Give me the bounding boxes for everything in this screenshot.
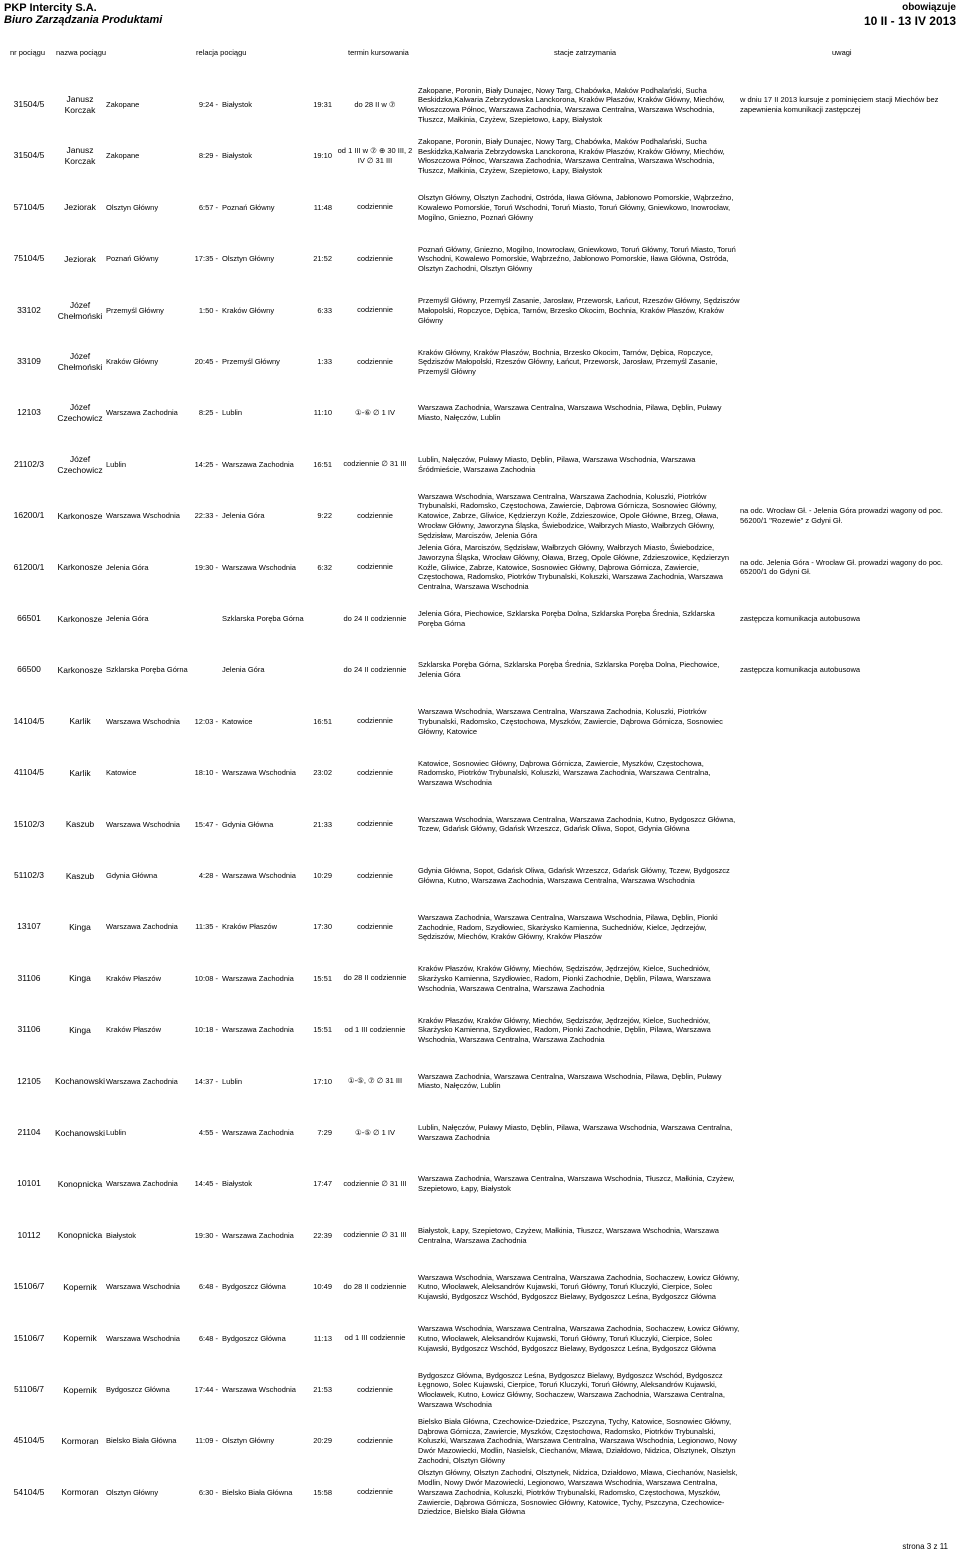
arrival-station: Warszawa Zachodnia [222, 1025, 294, 1035]
stop-list: Zakopane, Poronin, Biały Dunajec, Nowy Targ, Chabówka, Maków Podhalański, Sucha Beskidzka,Kalwaria Zebrzydowska Lanckorona, Kraków Płaszów, Kraków Główny, Miechów, Włoszczowa Północ, Warszawa Zachodnia, Warszawa Centralna, Warszawa Wschodnia, Tłuszcz, Małkinia, Czyżew, Szepietowo, Łapy, Białystok [418, 136, 725, 176]
train-number: 10101 [17, 1178, 41, 1189]
table-row [0, 337, 960, 387]
arrival-station: Jelenia Góra [222, 511, 265, 521]
arrival-station: Białystok [222, 151, 253, 161]
departure-station: Bielsko Biała Główna [106, 1436, 177, 1446]
departure-station: Warszawa Wschodnia [106, 1282, 180, 1292]
departure-time: 18:10 - [194, 768, 218, 778]
train-name: Karkonosze [57, 562, 103, 573]
valid-range: 10 II - 13 IV 2013 [863, 14, 956, 28]
departure-station: Warszawa Zachodnia [106, 1179, 178, 1189]
train-number: 13107 [17, 921, 41, 932]
train-name: Kaszub [65, 870, 95, 881]
table-row [0, 748, 960, 798]
train-number: 15102/3 [13, 818, 45, 829]
arrival-time: 11:48 [313, 202, 332, 212]
departure-time: 8:29 - [198, 151, 218, 161]
running-days: codziennie [357, 1384, 393, 1394]
departure-time: 1:50 - [198, 305, 218, 315]
column-header-name: nazwa pociągu [56, 48, 107, 57]
stop-list: Kraków Główny, Kraków Płaszów, Bochnia, Brzesko Okocim, Tarnów, Dębica, Ropczyce, Sędziszów Małopolski, Rzeszów Główny, Łańcut, Przeworsk, Jarosław, Przemyśl Zasanie, Przemyśl Główny [418, 347, 718, 377]
departure-station: Poznań Główny [106, 254, 159, 264]
table-row [0, 491, 960, 541]
train-number: 33102 [17, 304, 41, 315]
running-days: od 1 III codziennie [344, 1024, 406, 1034]
arrival-time: 21:52 [313, 254, 332, 264]
table-row [0, 851, 960, 901]
arrival-time: 19:10 [313, 151, 332, 161]
document-header-right [864, 2, 956, 28]
departure-time: 14:45 - [194, 1179, 218, 1189]
departure-station: Zakopane [106, 100, 140, 109]
train-number: 31504/5 [13, 150, 45, 161]
departure-station: Warszawa Zachodnia [106, 1076, 178, 1086]
train-name: Kormoran [61, 1487, 99, 1498]
arrival-time: 23:02 [313, 768, 332, 778]
departure-station: Kraków Płaszów [106, 973, 162, 983]
running-days: ①-⑤ ∅ 1 IV [355, 1127, 395, 1137]
departure-station: Przemyśl Główny [106, 305, 164, 315]
departure-station: Bydgoszcz Główna [106, 1385, 170, 1394]
stop-list: Warszawa Zachodnia, Warszawa Centralna, Warszawa Wschodnia, Pilawa, Dęblin, Puławy Miasto, Nałęczów, Lublin [418, 403, 722, 423]
departure-station: Kraków Płaszów [106, 1025, 162, 1035]
table-row [0, 1159, 960, 1209]
train-number: 75104/5 [13, 253, 45, 264]
stop-list: Warszawa Wschodnia, Warszawa Centralna, Warszawa Zachodnia, Kutno, Bydgoszcz Główna, Tczew, Gdańsk Główny, Gdańsk Wrzeszcz, Gdańsk Oliwa, Sopot, Gdynia Główna [418, 814, 736, 834]
train-name: Janusz Korczak [64, 94, 96, 115]
departure-time: 6:48 - [198, 1333, 218, 1343]
train-number: 66501 [17, 613, 41, 623]
train-number: 15106/7 [13, 1281, 45, 1292]
departure-time: 6:57 - [198, 202, 218, 212]
train-name: Kochanowski [54, 1127, 106, 1138]
departure-station: Warszawa Wschodnia [106, 1333, 180, 1343]
train-name: Konopnicka [57, 1230, 103, 1241]
stop-list: Katowice, Sosnowiec Główny, Dąbrowa Górnicza, Zawiercie, Myszków, Częstochowa, Radomsko, Piotrków Trybunalski, Koluszki, Warszawa Zachodnia, Warszawa Centralna, Warszawa Wschodnia [418, 758, 711, 788]
stop-list: Olsztyn Główny, Olsztyn Zachodni, Ostróda, Iława Główna, Jabłonowo Pomorskie, Wąbrzeźno, Kowalewo Pomorskie, Toruń Wschodni, Toruń Miasto, Toruń Główny, Gniewkowo, Inowrocław, Mogilno, Gniezno, Poznań Główny [418, 193, 734, 222]
row-notes: na odc. Jelenia Góra - Wrocław Gł. prowadzi wagony do poc. 65200/1 do Gdyni Gł. [740, 557, 943, 577]
table-row [0, 440, 960, 490]
train-name: Karkonosze [57, 664, 103, 675]
train-name: Kopernik [63, 1281, 97, 1292]
departure-time: 12:03 - [194, 716, 218, 726]
stop-list: Lublin, Nałęczów, Puławy Miasto, Dęblin, Pilawa, Warszawa Wschodnia, Warszawa Śródmieście, Warszawa Zachodnia [418, 454, 696, 474]
table-row [0, 697, 960, 747]
arrival-station: Kraków Płaszów [222, 922, 278, 932]
arrival-station: Warszawa Wschodnia [222, 768, 296, 778]
train-number: 31106 [17, 1024, 41, 1035]
running-days: do 24 II codziennie [343, 613, 407, 623]
departure-station: Gdynia Główna [106, 871, 158, 880]
running-days: codziennie [357, 562, 393, 572]
arrival-station: Bydgoszcz Główna [222, 1333, 286, 1343]
train-name: Karkonosze [57, 510, 103, 521]
stop-list: Kraków Płaszów, Kraków Główny, Miechów, Sędziszów, Jędrzejów, Kielce, Suchedniów, Skarżysko Kamienna, Szydłowiec, Radom, Pionki Zachodnie, Dęblin, Pilawa, Warszawa Wschodnia, Warszawa Centralna, Warszawa Zachodnia [418, 964, 711, 993]
running-days: codziennie [357, 716, 393, 726]
arrival-time: 16:51 [313, 459, 332, 469]
table-row [0, 1314, 960, 1364]
running-days: codziennie ∅ 31 III [343, 1230, 407, 1240]
running-days: codziennie [357, 870, 393, 880]
arrival-time: 17:30 [313, 922, 332, 932]
arrival-time: 19:31 [313, 100, 332, 109]
departure-time: 19:30 - [194, 562, 218, 572]
train-number: 15106/7 [13, 1332, 45, 1343]
arrival-station: Kraków Główny [222, 305, 275, 315]
train-number: 10112 [17, 1229, 41, 1240]
arrival-time: 6:32 [317, 562, 332, 572]
departure-station: Zakopane [106, 151, 140, 161]
departure-time: 10:18 - [194, 1025, 218, 1035]
running-days: codziennie [357, 819, 393, 829]
arrival-station: Warszawa Wschodnia [222, 1385, 296, 1394]
stop-list: Białystok, Łapy, Szepietowo, Czyżew, Małkinia, Tłuszcz, Warszawa Wschodnia, Warszawa Centralna, Warszawa Zachodnia [418, 1225, 719, 1245]
table-row [0, 1365, 960, 1415]
table-row [0, 1211, 960, 1261]
stop-list: Warszawa Zachodnia, Warszawa Centralna, Warszawa Wschodnia, Pilawa, Dęblin, Puławy Miasto, Nałęczów, Lublin [418, 1071, 722, 1091]
arrival-time: 7:29 [317, 1128, 332, 1137]
arrival-time: 9:22 [317, 511, 332, 521]
train-number: 33109 [17, 356, 41, 366]
train-number: 41104/5 [13, 767, 45, 778]
running-days: do 28 II codziennie [343, 973, 407, 983]
train-number: 51106/7 [13, 1384, 45, 1394]
arrival-station: Warszawa Wschodnia [222, 562, 296, 572]
arrival-time: 10:49 [313, 1282, 332, 1292]
train-number: 61200/1 [13, 561, 45, 572]
running-days: codziennie [357, 1435, 393, 1445]
running-days: codziennie [357, 510, 393, 520]
arrival-station: Gdynia Główna [222, 819, 274, 829]
arrival-time: 15:51 [313, 973, 332, 983]
row-notes: zastępcza komunikacja autobusowa [740, 665, 861, 675]
stop-list: Bielsko Biała Główna, Czechowice-Dziedzice, Pszczyna, Tychy, Katowice, Sosnowiec Główny, Dąbrowa Górnicza, Zawiercie, Myszków, Częstochowa, Radomsko, Piotrków Trybunalski, Koluszki, Warszawa Zachodnia, Warszawa Centralna, Warszawa Wschodnia, Legionowo, Nowy Dwór Mazowiecki, Modlin, Nasielsk, Ciechanów, Mława, Działdowo, Nidzica, Olsztynek, Olsztyn Zachodni, Olsztyn Główny [418, 1416, 737, 1466]
arrival-station: Jelenia Góra [222, 665, 265, 675]
train-name: Józef Chełmoński [57, 351, 103, 372]
train-name: Kinga [69, 1024, 91, 1035]
arrival-station: Lublin [222, 408, 243, 418]
table-row [0, 234, 960, 284]
arrival-time: 20:29 [313, 1436, 332, 1446]
train-name: Kormoran [61, 1435, 99, 1446]
stop-list: Poznań Główny, Gniezno, Mogilno, Inowrocław, Gniewkowo, Toruń Główny, Toruń Miasto, Toruń Wschodni, Kowalewo Pomorskie, Wąbrzeźno, Jabłonowo Pomorskie, Iława Główna, Ostróda, Olsztyn Zachodni, Olsztyn Główny [418, 244, 736, 274]
running-days: codziennie [357, 921, 393, 931]
arrival-station: Lublin [222, 1076, 243, 1086]
departure-station: Warszawa Zachodnia [106, 922, 178, 932]
arrival-station: Warszawa Wschodnia [222, 871, 296, 880]
company-name: PKP Intercity S.A. [4, 2, 97, 14]
table-row [0, 131, 960, 181]
arrival-station: Warszawa Zachodnia [222, 459, 294, 469]
running-days: codziennie [357, 767, 393, 777]
table-row [0, 902, 960, 952]
arrival-station: Bielsko Biała Główna [222, 1487, 293, 1497]
column-header-stops: stacje zatrzymania [554, 48, 617, 57]
train-name: Józef Czechowicz [57, 453, 103, 475]
departure-time: 11:35 - [195, 922, 218, 932]
stop-list: Kraków Płaszów, Kraków Główny, Miechów, Sędziszów, Jędrzejów, Kielce, Suchedniów, Skarżysko Kamienna, Szydłowiec, Radom, Pionki Zachodnie, Dęblin, Pilawa, Warszawa Wschodnia, Warszawa Centralna, Warszawa Zachodnia [418, 1015, 711, 1045]
table-row [0, 1262, 960, 1312]
arrival-station: Poznań Główny [222, 202, 275, 212]
departure-station: Jelenia Góra [106, 562, 149, 572]
table-row [0, 645, 960, 695]
departure-time: 17:35 - [194, 254, 218, 264]
row-notes: zastępcza komunikacja autobusowa [740, 614, 861, 623]
train-number: 54104/5 [13, 1486, 45, 1497]
arrival-time: 11:13 [313, 1333, 332, 1343]
table-row [0, 1005, 960, 1055]
arrival-time: 11:10 [313, 408, 332, 418]
stop-list: Warszawa Wschodnia, Warszawa Centralna, Warszawa Zachodnia, Koluszki, Piotrków Trybunalski, Radomsko, Częstochowa, Myszków, Zawiercie, Dąbrowa Górnicza, Sosnowiec Główny, Katowice [418, 707, 723, 736]
departure-station: Warszawa Wschodnia [106, 716, 180, 726]
departure-station: Olsztyn Główny [106, 1487, 159, 1497]
table-row [0, 1108, 960, 1158]
arrival-time: 15:58 [313, 1487, 332, 1497]
running-days: ①-⑤, ⑦ ∅ 31 III [347, 1076, 403, 1086]
column-header-notes: uwagi [832, 48, 852, 57]
departure-time: 4:28 - [198, 871, 218, 880]
train-name: Józef Chełmoński [57, 299, 103, 321]
departure-station: Warszawa Wschodnia [106, 819, 180, 829]
departure-time: 14:37 - [194, 1076, 218, 1086]
arrival-time: 16:51 [313, 716, 332, 726]
departure-time: 11:09 - [195, 1436, 218, 1446]
table-row [0, 80, 960, 130]
stop-list: Jelenia Góra, Piechowice, Szklarska Poręba Dolna, Szklarska Poręba Średnia, Szklarska Poręba Górna [418, 609, 715, 628]
departure-station: Lublin [106, 1128, 127, 1137]
table-row [0, 286, 960, 336]
departure-station: Szklarska Poręba Górna [106, 665, 188, 675]
stop-list: Warszawa Wschodnia, Warszawa Centralna, Warszawa Zachodnia, Sochaczew, Łowicz Główny, Kutno, Włocławek, Aleksandrów Kujawski, Toruń Główny, Toruń Kluczyki, Cierpice, Solec Kujawski, Bydgoszcz Wschód, Bydgoszcz Bielawy, Bydgoszcz Leśna, Bydgoszcz Główna [418, 1324, 740, 1353]
stop-list: Lublin, Nałęczów, Puławy Miasto, Dęblin, Pilawa, Warszawa Wschodnia, Warszawa Centralna, Warszawa Zachodnia [418, 1123, 733, 1142]
arrival-time: 21:53 [313, 1385, 332, 1394]
arrival-time: 22:39 [313, 1230, 332, 1240]
departure-time: 6:30 - [198, 1487, 218, 1497]
stop-list: Bydgoszcz Główna, Bydgoszcz Leśna, Bydgoszcz Bielawy, Bydgoszcz Wschód, Bydgoszcz Łęgnowo, Solec Kujawski, Cierpice, Toruń Kluczyki, Toruń Główny, Aleksandrów Kujawski, Włocławek, Kutno, Łowicz Główny, Sochaczew, Warszawa Zachodnia, Warszawa Centralna, Warszawa Wschodnia [418, 1370, 725, 1409]
arrival-station: Bydgoszcz Główna [222, 1282, 286, 1292]
table-row [0, 543, 960, 593]
stop-list: Przemyśl Główny, Przemyśl Zasanie, Jarosław, Przeworsk, Łańcut, Rzeszów Główny, Sędziszów Małopolski, Ropczyce, Dębica, Tarnów, Brzesko Okocim, Bochnia, Kraków Płaszów, Kraków Główny [418, 296, 740, 325]
train-name: Jeziorak [64, 202, 96, 213]
valid-label: obowiązuje [902, 2, 956, 13]
departure-time: 15:47 - [194, 819, 218, 829]
row-notes: na odc. Wrocław Gł. - Jelenia Góra prowadzi wagony od poc. 56200/1 "Rozewie" z Gdyni Gł. [740, 506, 943, 525]
table-row [0, 954, 960, 1004]
train-number: 66500 [17, 664, 41, 675]
train-number: 51102/3 [13, 870, 45, 880]
train-name: Kaszub [65, 819, 95, 830]
stop-list: Olsztyn Główny, Olsztyn Zachodni, Olsztynek, Nidzica, Działdowo, Mława, Ciechanów, Nasielsk, Modlin, Nowy Dwór Mazowiecki, Legionowo, Warszawa Wschodnia, Warszawa Centralna, Warszawa Zachodnia, Koluszki, Piotrków Trybunalski, Radomsko, Częstochowa, Myszków, Zawiercie, Dąbrowa Górnicza, Sosnowiec Główny, Katowice, Tychy, Pszczyna, Czechowice-Dziedzice, Bielsko Biała Główna [418, 1468, 738, 1517]
running-days: ①-⑥ ∅ 1 IV [355, 407, 395, 417]
running-days: od 1 III codziennie [344, 1333, 406, 1343]
train-number: 16200/1 [13, 510, 45, 521]
departure-time: 14:25 - [194, 459, 218, 469]
train-number: 14104/5 [13, 715, 45, 726]
train-name: Kopernik [63, 1384, 97, 1395]
running-days: codziennie ∅ 31 III [343, 1178, 407, 1188]
running-days: codziennie [357, 356, 393, 366]
arrival-station: Szklarska Poręba Górna [222, 614, 304, 623]
train-number: 45104/5 [13, 1435, 45, 1446]
departure-time: 4:55 - [198, 1128, 218, 1137]
train-name: Kinga [69, 921, 91, 932]
table-row [0, 388, 960, 438]
column-header-relation: relacja pociągu [196, 48, 247, 57]
train-name: Józef Czechowicz [57, 402, 103, 424]
running-days: do 24 II codziennie [343, 664, 407, 674]
document-header-left [4, 2, 162, 26]
train-number: 31504/5 [13, 99, 45, 109]
departure-station: Olsztyn Główny [106, 202, 159, 212]
departure-station: Lublin [106, 459, 127, 469]
arrival-time: 15:51 [313, 1025, 332, 1035]
table-row [0, 183, 960, 233]
train-number: 31106 [17, 972, 41, 983]
arrival-station: Olsztyn Główny [222, 1436, 275, 1446]
train-number: 21102/3 [13, 458, 45, 469]
department-name: Biuro Zarządzania Produktami [4, 14, 163, 26]
stop-list: Jelenia Góra, Marciszów, Sędzisław, Wałbrzych Główny, Wałbrzych Miasto, Świebodzice, Jaworzyna Śląska, Wrocław Główny, Oława, Brzeg, Opole Główne, Zdzieszowice, Kędzierzyn Koźle, Gliwice, Zabrze, Katowice, Sosnowiec Główny, Dąbrowa Górnicza, Zawiercie, Częstochowa, Radomsko, Piotrków Trybunalski, Koluszki, Warszawa Zachodnia, Warszawa Centralna, Warszawa Wschodnia [418, 543, 730, 592]
train-name: Kochanowski [54, 1076, 106, 1087]
train-number: 12103 [17, 407, 41, 418]
arrival-station: Warszawa Zachodnia [222, 973, 294, 983]
departure-station: Warszawa Zachodnia [106, 408, 178, 418]
arrival-time: 17:10 [313, 1076, 332, 1086]
table-row [0, 1416, 960, 1466]
departure-time: 20:45 - [194, 357, 218, 366]
stop-list: Warszawa Zachodnia, Warszawa Centralna, Warszawa Wschodnia, Tłuszcz, Małkinia, Czyżew, Szepietowo, Łapy, Białystok [418, 1174, 735, 1194]
stop-list: Warszawa Zachodnia, Warszawa Centralna, Warszawa Wschodnia, Pilawa, Dęblin, Pionki Zachodnie, Radom, Szydłowiec, Skarżysko Kamienna, Suchedniów, Kielce, Jędrzejów, Sędziszów, Miechów, Kraków Główny, Kraków Płaszów [418, 912, 718, 942]
departure-time: 19:30 - [194, 1230, 218, 1240]
arrival-station: Warszawa Zachodnia [222, 1230, 294, 1240]
departure-station: Katowice [106, 768, 137, 778]
running-days: od 1 III w ⑦ ⊕ 30 III, 2 IV ∅ 31 III [337, 145, 413, 166]
train-name: Konopnicka [57, 1178, 103, 1189]
row-notes: w dniu 17 II 2013 kursuje z pominięciem stacji Miechów bez zapewnienia komunikacji zastępczej [740, 95, 939, 114]
arrival-time: 1:33 [317, 357, 332, 366]
running-days: codziennie [357, 253, 393, 263]
train-number: 12105 [17, 1075, 41, 1086]
departure-time: 8:25 - [198, 408, 218, 418]
arrival-time: 17:47 [313, 1179, 332, 1189]
arrival-time: 10:29 [313, 871, 332, 880]
running-days: codziennie [357, 202, 393, 212]
table-row [0, 1468, 960, 1518]
arrival-station: Olsztyn Główny [222, 254, 275, 264]
arrival-station: Przemyśl Główny [222, 357, 280, 366]
departure-time: 22:33 - [194, 511, 218, 521]
departure-station: Jelenia Góra [106, 614, 149, 623]
column-header-number: nr pociągu [10, 48, 46, 57]
departure-station: Kraków Główny [106, 357, 159, 366]
table-row [0, 800, 960, 850]
departure-time: 17:44 - [194, 1385, 218, 1394]
departure-time: 6:48 - [198, 1282, 218, 1292]
arrival-station: Białystok [222, 1179, 253, 1189]
arrival-time: 21:33 [313, 819, 332, 829]
running-days: codziennie ∅ 31 III [343, 459, 407, 469]
departure-time: 9:24 - [198, 100, 218, 109]
train-number: 21104 [17, 1127, 41, 1137]
column-header-term: termin kursowania [348, 48, 409, 57]
running-days: do 28 II codziennie [343, 1281, 407, 1291]
arrival-station: Warszawa Zachodnia [222, 1128, 294, 1137]
running-days: codziennie [357, 305, 393, 315]
stop-list: Warszawa Wschodnia, Warszawa Centralna, Warszawa Zachodnia, Koluszki, Piotrków Trybunalski, Radomsko, Częstochowa, Zawiercie, Dąbrowa Górnicza, Sosnowiec Główny, Katowice, Zabrze, Gliwice, Kędzierzyn Koźle, Zdzieszowice, Opole Główne, Brzeg, Oława, Wrocław Główny, Jaworzyna Śląska, Świebodzice, Wałbrzych Miasto, Wałbrzych Główny, Sędzisław, Marciszów, Jelenia Góra [418, 491, 719, 540]
train-name: Karlik [69, 767, 91, 778]
arrival-station: Katowice [222, 716, 253, 726]
departure-station: Białystok [106, 1230, 137, 1240]
table-row [0, 594, 960, 644]
arrival-time: 6:33 [317, 305, 332, 315]
departure-time: 10:08 - [194, 973, 218, 983]
train-name: Kopernik [63, 1333, 97, 1344]
stop-list: Gdynia Główna, Sopot, Gdańsk Oliwa, Gdańsk Wrzeszcz, Gdańsk Główny, Tczew, Bydgoszcz Główna, Kutno, Warszawa Zachodnia, Warszawa Centralna, Warszawa Wschodnia [418, 866, 730, 885]
table-row [0, 1057, 960, 1107]
stop-list: Szklarska Poręba Górna, Szklarska Poręba Średnia, Szklarska Poręba Dolna, Piechowice, Jelenia Góra [418, 660, 720, 680]
train-name: Karkonosze [57, 613, 103, 624]
train-name: Jeziorak [64, 253, 96, 264]
stop-list: Zakopane, Poronin, Biały Dunajec, Nowy Targ, Chabówka, Maków Podhalański, Sucha Beskidzka,Kalwaria Zebrzydowska Lanckorona, Kraków Płaszów, Kraków Główny, Miechów, Włoszczowa Północ, Warszawa Zachodnia, Warszawa Centralna, Warszawa Wschodnia, Tłuszcz, Małkinia, Czyżew, Szepietowo, Łapy, Białystok [418, 85, 725, 124]
train-name: Karlik [69, 716, 91, 727]
stop-list: Warszawa Wschodnia, Warszawa Centralna, Warszawa Zachodnia, Sochaczew, Łowicz Główny, Kutno, Włocławek, Aleksandrów Kujawski, Toruń Główny, Toruń Kluczyki, Cierpice, Solec Kujawski, Bydgoszcz Wschód, Bydgoszcz Bielawy, Bydgoszcz Leśna, Bydgoszcz Główna [418, 1272, 740, 1302]
arrival-station: Białystok [222, 100, 253, 109]
running-days: codziennie [357, 1487, 393, 1497]
train-name: Kinga [69, 973, 91, 984]
train-name: Janusz Korczak [64, 145, 96, 167]
train-number: 57104/5 [13, 201, 45, 212]
running-days: do 28 II w ⑦ [354, 99, 396, 109]
page-number: strona 3 z 11 [902, 1542, 948, 1551]
departure-station: Warszawa Wschodnia [106, 511, 180, 521]
